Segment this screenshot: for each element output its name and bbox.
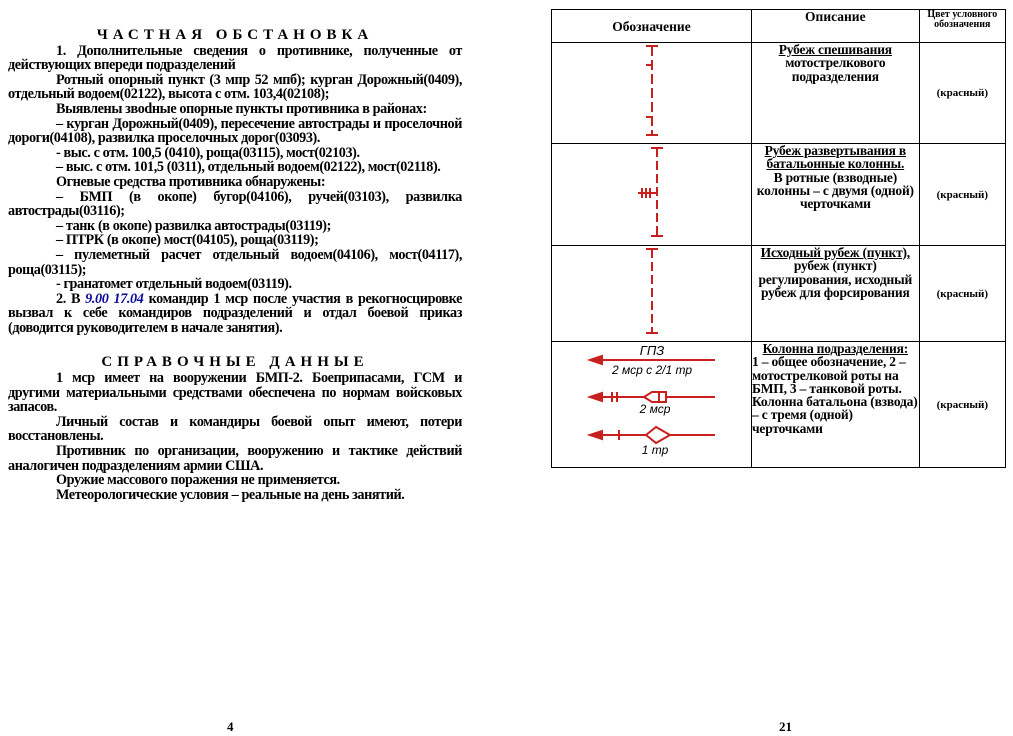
legend-row: [552, 246, 1006, 342]
left-page: [8, 28, 462, 502]
paragraph: – выс. с отм. 101,5 (0311), отдельный водоем(02122), мост(02118).: [56, 159, 441, 176]
description-cell: Колонна подразделения: 1 – общее обозначение, 2 – мотострелковой роты на БМП, 3 – танковой роты. Колонна батальона (взвода) – с тремя (одной) черточками: [752, 342, 920, 468]
color-cell: (красный): [919, 144, 1005, 246]
page-number-right: 21: [779, 719, 792, 734]
page-number-left: 4: [227, 719, 234, 734]
symbol-cell: [552, 342, 752, 468]
description-cell: Рубеж спешивания мотострелкового подразделения: [752, 43, 920, 144]
symbol-cell: [552, 246, 752, 342]
color-cell: (красный): [919, 246, 1005, 342]
header-description: Описание: [752, 10, 920, 43]
paragraph: Выявлены звodные опорные пункты противника в районах:: [56, 100, 427, 117]
color-cell: (красный): [919, 342, 1005, 468]
paragraph: – танк (в окопе) развилка автострады(03119);: [56, 217, 331, 234]
legend-header-row: [552, 10, 1006, 43]
symbol-cell: [552, 43, 752, 144]
paragraph: – ПТРК (в окопе) мост(04105), роща(03119);: [56, 232, 319, 249]
column-icons: [552, 342, 751, 462]
paragraph: Оружие массового поражения не применяется.: [56, 472, 340, 489]
paragraph: – пулеметный расчет отдельный водоем(04106), мост(04117), роща(03115);: [8, 246, 462, 278]
paragraph: 1. Дополнительные сведения о противнике, полученные от действующих впереди подразделений: [8, 42, 462, 74]
paragraph: Метеорологические условия – реальные на день занятий.: [56, 486, 405, 503]
paragraph: Противник по организации, вооружению и тактике действий аналогичен подразделениям армии США.: [8, 443, 462, 474]
legend-table: [551, 9, 1006, 468]
paragraph: – БМП (в окопе) бугор(04106), ручей(03103), развилка автострады(03116);: [8, 188, 462, 220]
header-color: Цвет условного обозначения: [919, 10, 1005, 43]
section-heading-reference: СПРАВОЧНЫЕ ДАННЫЕ: [101, 354, 369, 371]
color-cell: (красный): [919, 43, 1005, 144]
description-cell: Исходный рубеж (пункт), рубеж (пункт) регулирования, исходный рубеж для форсирования: [752, 246, 920, 342]
dismount-line-icon: [637, 43, 667, 138]
paragraph: – курган Дорожный(0409), пересечение автострады и проселочной дороги(04108), развилка проселочных дорог(03093).: [8, 115, 462, 147]
label-column-2: 2 мср: [639, 402, 671, 416]
paragraph: Личный состав и командиры боевой опыт имеют, потери восстановлены.: [8, 413, 462, 445]
label-column-3: 1 тр: [641, 443, 669, 457]
label-gpz: ГПЗ: [639, 343, 665, 358]
legend-row: [552, 144, 1006, 246]
date-time: 9.00 17.04: [85, 290, 144, 307]
paragraph: Огневые средства противника обнаружены:: [56, 173, 326, 190]
header-symbol: Обозначение: [552, 10, 752, 43]
paragraph-order: 2. В 9.00 17.04 командир 1 мср после участия в рекогносцировке вызвал к себе командиров подразделений и отдал боевой приказ (доводится руководителем в начале занятия).: [8, 290, 462, 336]
section-heading-situation: ЧАСТНАЯ ОБСТАНОВКА: [96, 27, 374, 43]
paragraph: 1 мср имеет на вооружении БМП-2. Боеприпасами, ГСМ и другими материальными средствами обеспечена по нормам войсковых запасов.: [8, 370, 462, 416]
description-cell: Рубеж развертывания в батальонные колонны. В ротные (взводные) колонны – с двумя (одной) черточками: [752, 144, 920, 246]
paragraph: - выс. с отм. 100,5 (0410), роща(03115), мост(02103).: [56, 144, 360, 161]
start-line-icon: [637, 246, 667, 336]
paragraph: - гранатомет отдельный водоем(03119).: [56, 276, 292, 293]
legend-row: [552, 342, 1006, 468]
paragraph: Ротный опорный пункт (3 мпр 52 мпб); курган Дорожный(0409), отдельный водоем(02122), высота с отм. 103,4(02108);: [8, 71, 462, 103]
legend-row: [552, 43, 1006, 144]
symbol-cell: [552, 144, 752, 246]
label-column-1: 2 мср с 2/1 тр: [612, 363, 692, 377]
deployment-line-icon: [632, 144, 672, 240]
